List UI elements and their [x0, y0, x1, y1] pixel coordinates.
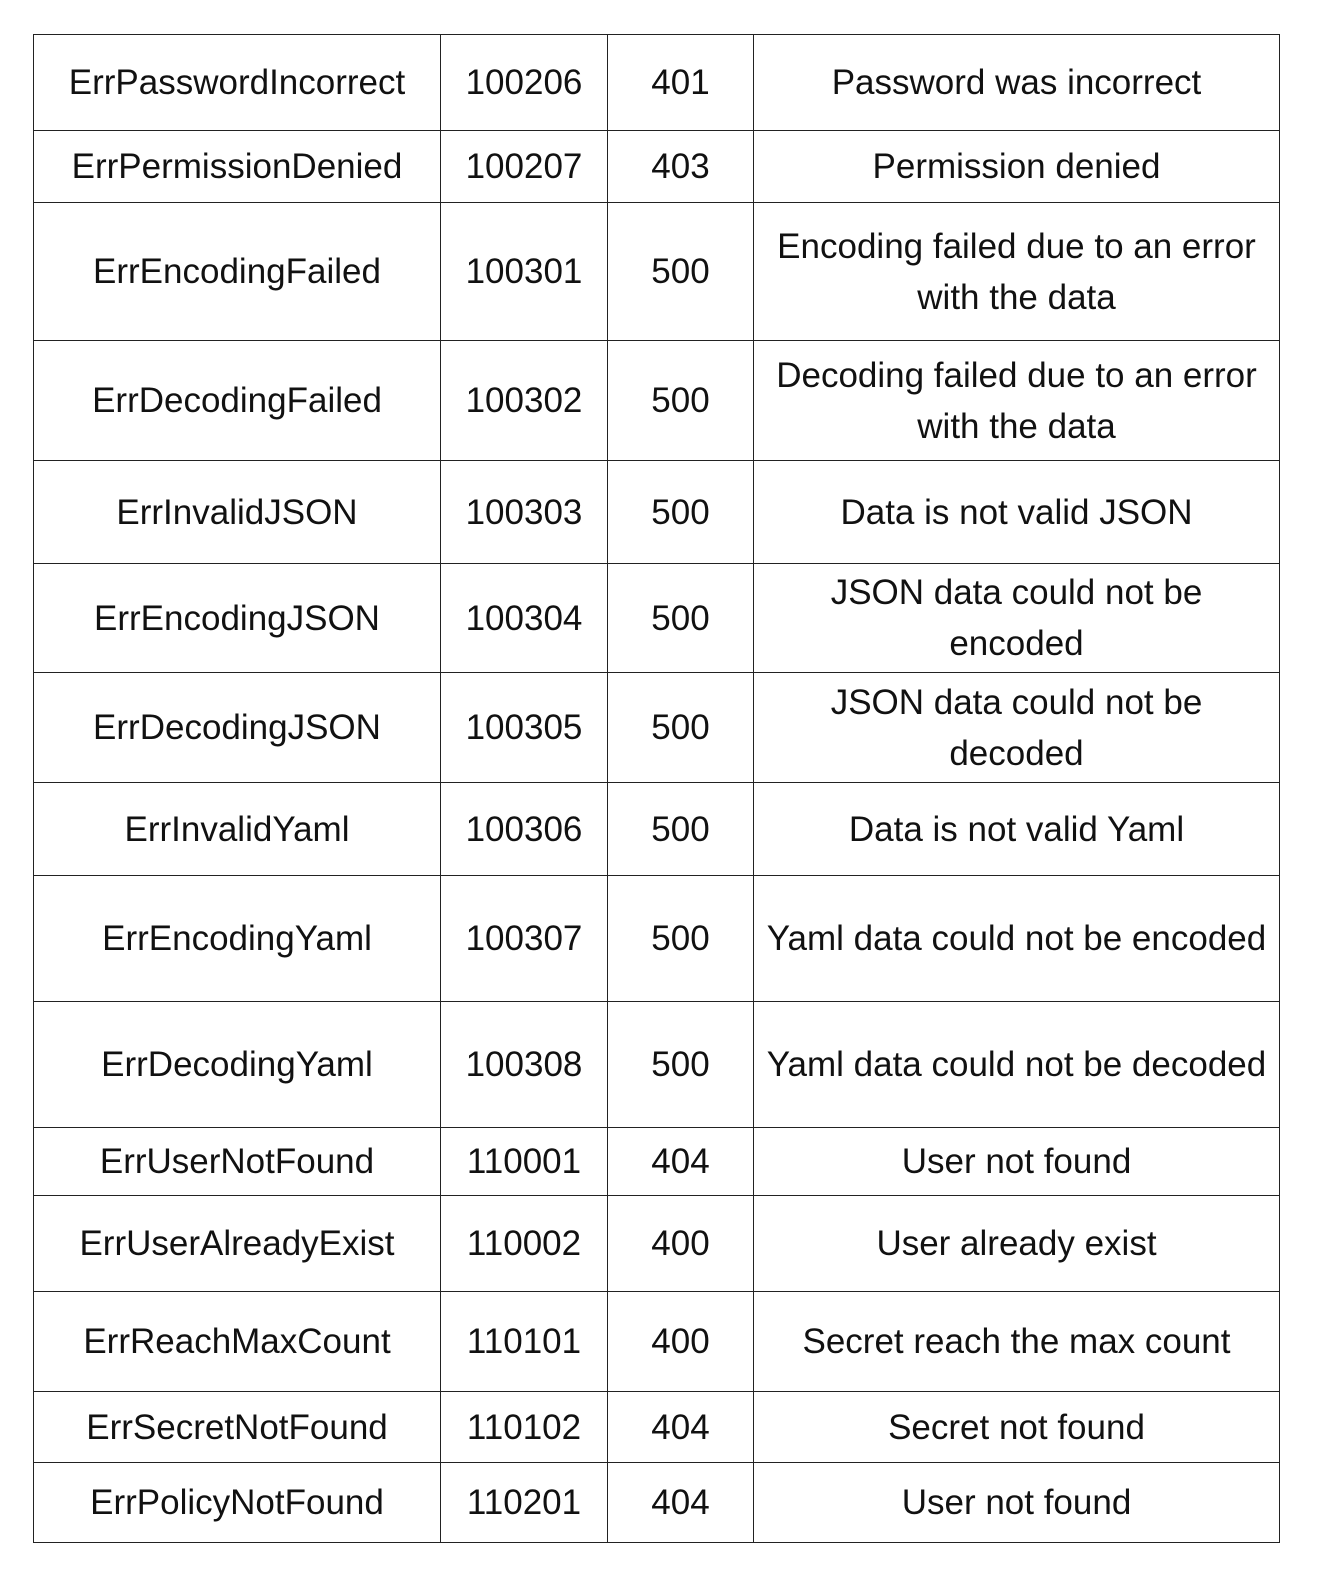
- error-name-cell: ErrDecodingJSON: [34, 673, 441, 783]
- error-name-cell: ErrReachMaxCount: [34, 1292, 441, 1392]
- error-code-cell: 100303: [441, 461, 608, 564]
- error-name-cell: ErrDecodingYaml: [34, 1002, 441, 1128]
- description-cell: Password was incorrect: [754, 35, 1280, 131]
- http-status-cell: 404: [608, 1392, 754, 1463]
- http-status-cell: 403: [608, 131, 754, 203]
- description-cell: Yaml data could not be decoded: [754, 1002, 1280, 1128]
- http-status-cell: 404: [608, 1463, 754, 1543]
- error-code-table: [33, 34, 1280, 1543]
- error-name-cell: ErrPermissionDenied: [34, 131, 441, 203]
- error-code-cell: 100305: [441, 673, 608, 783]
- http-status-cell: 400: [608, 1196, 754, 1292]
- description-cell: Data is not valid Yaml: [754, 783, 1280, 876]
- error-code-cell: 110002: [441, 1196, 608, 1292]
- description-cell: JSON data could not be decoded: [754, 673, 1280, 783]
- http-status-cell: 404: [608, 1128, 754, 1196]
- error-code-cell: 110101: [441, 1292, 608, 1392]
- description-cell: Encoding failed due to an error with the data: [754, 203, 1280, 341]
- http-status-cell: 500: [608, 341, 754, 461]
- description-cell: User already exist: [754, 1196, 1280, 1292]
- http-status-cell: 500: [608, 564, 754, 673]
- table-row: [34, 1463, 1280, 1543]
- error-name-cell: ErrDecodingFailed: [34, 341, 441, 461]
- error-name-cell: ErrSecretNotFound: [34, 1392, 441, 1463]
- description-cell: User not found: [754, 1128, 1280, 1196]
- description-cell: Decoding failed due to an error with the data: [754, 341, 1280, 461]
- table-row: [34, 1196, 1280, 1292]
- error-code-cell: 100308: [441, 1002, 608, 1128]
- error-code-cell: 100207: [441, 131, 608, 203]
- error-name-cell: ErrInvalidYaml: [34, 783, 441, 876]
- description-cell: Yaml data could not be encoded: [754, 876, 1280, 1002]
- table-row: [34, 1392, 1280, 1463]
- error-code-cell: 100302: [441, 341, 608, 461]
- table-row: [34, 564, 1280, 673]
- table-row: [34, 341, 1280, 461]
- http-status-cell: 500: [608, 876, 754, 1002]
- error-name-cell: ErrEncodingYaml: [34, 876, 441, 1002]
- error-name-cell: ErrPolicyNotFound: [34, 1463, 441, 1543]
- error-code-table-body: [34, 35, 1280, 1543]
- description-cell: Secret not found: [754, 1392, 1280, 1463]
- http-status-cell: 500: [608, 1002, 754, 1128]
- description-cell: JSON data could not be encoded: [754, 564, 1280, 673]
- description-cell: Data is not valid JSON: [754, 461, 1280, 564]
- table-row: [34, 1002, 1280, 1128]
- error-code-cell: 100306: [441, 783, 608, 876]
- table-row: [34, 783, 1280, 876]
- table-row: [34, 131, 1280, 203]
- http-status-cell: 500: [608, 203, 754, 341]
- description-cell: User not found: [754, 1463, 1280, 1543]
- error-code-cell: 100307: [441, 876, 608, 1002]
- http-status-cell: 500: [608, 673, 754, 783]
- error-name-cell: ErrUserAlreadyExist: [34, 1196, 441, 1292]
- error-name-cell: ErrInvalidJSON: [34, 461, 441, 564]
- table-row: [34, 203, 1280, 341]
- error-code-cell: 110201: [441, 1463, 608, 1543]
- description-cell: Secret reach the max count: [754, 1292, 1280, 1392]
- table-row: [34, 1292, 1280, 1392]
- http-status-cell: 400: [608, 1292, 754, 1392]
- table-row: [34, 461, 1280, 564]
- description-cell: Permission denied: [754, 131, 1280, 203]
- error-code-cell: 100301: [441, 203, 608, 341]
- table-row: [34, 35, 1280, 131]
- http-status-cell: 500: [608, 783, 754, 876]
- error-code-cell: 110001: [441, 1128, 608, 1196]
- table-row: [34, 673, 1280, 783]
- error-code-cell: 110102: [441, 1392, 608, 1463]
- http-status-cell: 401: [608, 35, 754, 131]
- error-code-cell: 100206: [441, 35, 608, 131]
- error-name-cell: ErrEncodingFailed: [34, 203, 441, 341]
- table-row: [34, 876, 1280, 1002]
- error-name-cell: ErrPasswordIncorrect: [34, 35, 441, 131]
- error-name-cell: ErrEncodingJSON: [34, 564, 441, 673]
- error-name-cell: ErrUserNotFound: [34, 1128, 441, 1196]
- error-code-cell: 100304: [441, 564, 608, 673]
- table-row: [34, 1128, 1280, 1196]
- http-status-cell: 500: [608, 461, 754, 564]
